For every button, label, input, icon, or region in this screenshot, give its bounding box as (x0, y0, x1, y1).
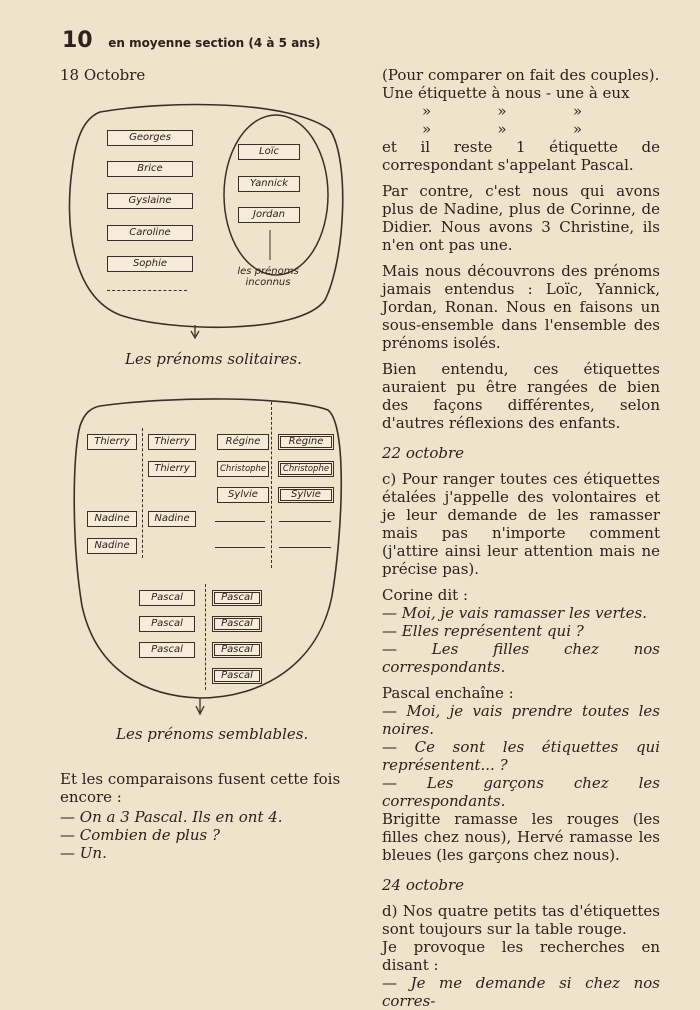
name-label-box: Nadine (87, 538, 137, 554)
name-label-box: Thierry (148, 434, 196, 450)
name-label-box: Thierry (148, 461, 196, 477)
ditto-row: » » » (422, 102, 582, 120)
name-label-box: Nadine (148, 511, 196, 527)
dialog-line: — Moi, je vais ramasser les vertes. (382, 604, 647, 622)
paragraph: Je provoque les recherches en disant : (382, 938, 660, 974)
dialog-line: — Les garçons chez les correspondants. (382, 774, 660, 810)
column-separator (271, 402, 272, 568)
paragraph: Corine dit : (382, 586, 469, 604)
name-label-box: Caroline (107, 225, 193, 241)
name-label-box: Nadine (87, 511, 137, 527)
paragraph: Par contre, c'est nous qui avons plus de Nadine, plus de Corinne, de Didier. Nous avons 3 Christine, ils n'en ont pas une. (382, 182, 660, 254)
name-label-box: Sylvie (278, 487, 334, 503)
dialog-line: — Les filles chez nos correspondants. (382, 640, 660, 676)
ditto-row: » » » (422, 120, 582, 138)
dialog-line: — Un. (60, 844, 107, 862)
name-label-box: Thierry (87, 434, 137, 450)
blank-line (107, 290, 187, 291)
name-label-box: Christophe (278, 461, 334, 477)
page-header (62, 28, 320, 53)
caption-solitary: Les prénoms solitaires. (125, 350, 302, 368)
blank-line (215, 547, 265, 548)
paragraph: Brigitte ramasse les rouges (les filles chez nous), Hervé ramasse les bleues (les garçons chez nous). (382, 810, 660, 864)
name-label-box: Pascal (139, 616, 195, 632)
name-label-box: Pascal (212, 616, 262, 632)
paragraph: d) Nos quatre petits tas d'étiquettes sont toujours sur la table rouge. (382, 902, 660, 938)
dialog-line: — Moi, je vais prendre toutes les noires. (382, 702, 660, 738)
name-label-box: Régine (278, 434, 334, 450)
blank-line (279, 547, 331, 548)
paragraph: Une étiquette à nous - une à eux (382, 84, 630, 102)
date-heading: 18 Octobre (60, 66, 146, 84)
name-label-box: Régine (217, 434, 269, 450)
paragraph: Bien entendu, ces étiquettes auraient pu être rangées de bien des façons différentes, selon d'autres réflexions des enfants. (382, 360, 660, 432)
dialog-line: — Elles représentent qui ? (382, 622, 584, 640)
paragraph: Et les comparaisons fusent cette fois encore : (60, 770, 341, 806)
section-title: en moyenne section (4 à 5 ans) (108, 36, 321, 50)
name-label-box: Pascal (139, 590, 195, 606)
dialog-line: — Je me demande si chez nos corres- (382, 974, 660, 1010)
column-separator (142, 428, 143, 558)
name-label-box: Georges (107, 130, 193, 146)
name-label-box: Sylvie (217, 487, 269, 503)
caption-similar: Les prénoms semblables. (116, 725, 309, 743)
name-label-box: Pascal (212, 642, 262, 658)
dialog-line: — Ce sont les étiquettes qui représentent... ? (382, 738, 660, 774)
paragraph: (Pour comparer on fait des couples). (382, 66, 660, 84)
column-separator (205, 584, 206, 690)
diagram-solitary-names (60, 100, 350, 340)
paragraph: c) Pour ranger toutes ces étiquettes étalées j'appelle des volontaires et je leur demande de les ramasser mais pas n'importe comment (j'attire ainsi leur attention mais ne précise pas). (382, 470, 660, 578)
left-column (60, 66, 350, 92)
paragraph: et il reste 1 étiquette de correspondant s'appelant Pascal. (382, 138, 660, 174)
left-bottom-text (60, 770, 350, 862)
name-label-box: Gyslaine (107, 193, 193, 209)
name-label-box: Yannick (238, 176, 300, 192)
name-label-box: Pascal (212, 590, 262, 606)
date-heading: 24 octobre (382, 876, 464, 894)
page-number: 10 (62, 28, 93, 53)
blank-line (215, 521, 265, 522)
name-label-box: Christophe (217, 461, 269, 477)
name-label-box: Brice (107, 161, 193, 177)
unknown-names-label: les prénoms inconnus (237, 266, 299, 288)
dialog-line: — Combien de plus ? (60, 826, 221, 844)
name-label-box: Sophie (107, 256, 193, 272)
name-label-box: Jordan (238, 207, 300, 223)
blank-line (279, 521, 331, 522)
right-column (382, 66, 660, 1010)
dialog-line: — On a 3 Pascal. Ils en ont 4. (60, 808, 283, 826)
name-label-box: Loïc (238, 144, 300, 160)
date-heading: 22 octobre (382, 444, 464, 462)
name-label-box: Pascal (139, 642, 195, 658)
name-label-box: Pascal (212, 668, 262, 684)
paragraph: Mais nous découvrons des prénoms jamais entendus : Loïc, Yannick, Jordan, Ronan. Nous en faisons un sous-ensemble dans l'ensemble des prénoms isolés. (382, 262, 660, 352)
paragraph: Pascal enchaîne : (382, 684, 514, 702)
